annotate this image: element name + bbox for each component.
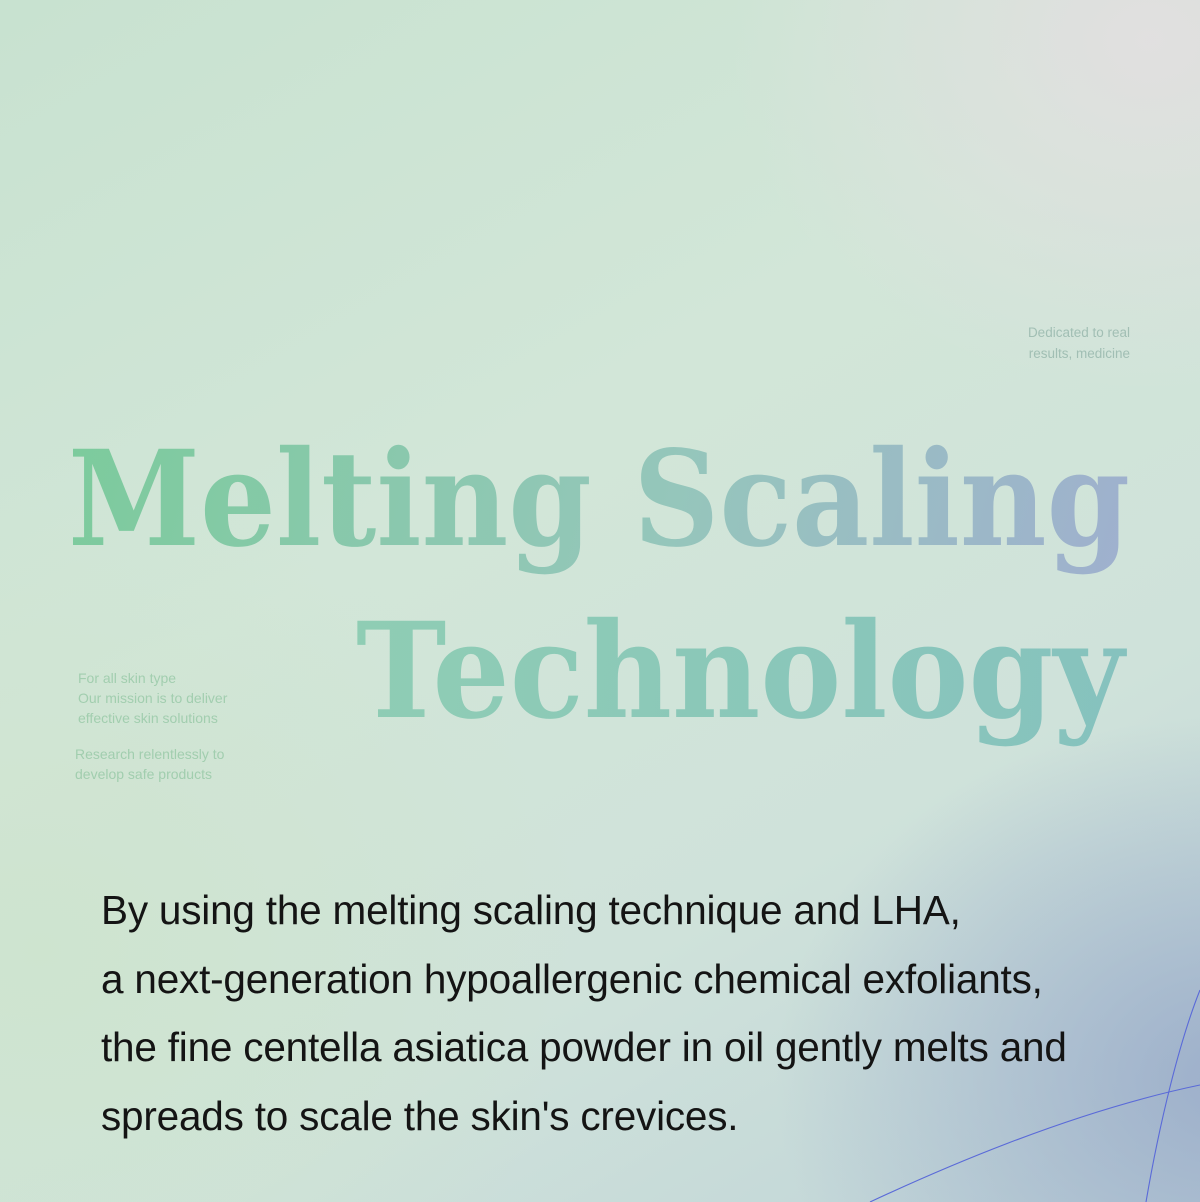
side-notes bbox=[77, 668, 227, 784]
body-copy-line: the fine centella asiatica powder in oil gently melts and bbox=[101, 1024, 1067, 1070]
headline-line2: Technology bbox=[356, 594, 1128, 749]
side-note-line: effective skin solutions bbox=[78, 710, 218, 726]
body-copy-line: spreads to scale the skin's crevices. bbox=[101, 1092, 739, 1139]
body-copy bbox=[101, 876, 1181, 1150]
side-notes-block2 bbox=[75, 744, 227, 784]
side-note-line: For all skin type bbox=[78, 670, 177, 686]
body-copy-line: a next-generation hypoallergenic chemical exfoliants, bbox=[101, 955, 1043, 1002]
body-copy-line: By using the melting scaling technique and LHA, bbox=[101, 887, 961, 933]
tagline-top-line1: Dedicated to real bbox=[1027, 325, 1130, 340]
side-note-line: develop safe products bbox=[75, 766, 212, 782]
side-note-line: Research relentlessly to bbox=[75, 746, 225, 762]
side-notes-block1 bbox=[78, 668, 227, 728]
tagline-top-line2: results, medicine bbox=[1028, 346, 1130, 361]
headline-line1: Melting Scaling bbox=[68, 422, 1130, 577]
side-note-line: Our mission is to deliver bbox=[78, 690, 228, 706]
